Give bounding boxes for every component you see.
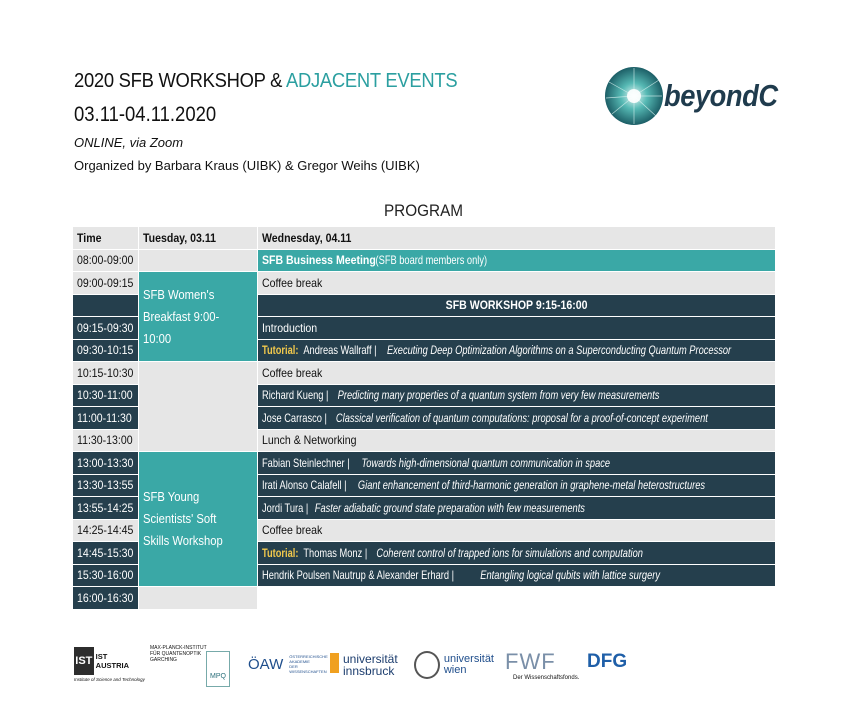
- time-cell: 11:00-11:30: [73, 407, 139, 430]
- header-time: Time: [73, 227, 139, 250]
- ist-mark-icon: IST: [74, 647, 94, 675]
- time-cell: 14:45-15:30: [73, 542, 139, 565]
- tue-empty-cell: [139, 362, 258, 452]
- time-cell: [73, 294, 139, 317]
- event-cell: Coffee break: [258, 362, 776, 385]
- time-cell: 10:15-10:30: [73, 362, 139, 385]
- event-cell: Irati Alonso Calafell |Giant enhancement of third-harmonic generation in graphene-metal heterostructures: [258, 474, 776, 497]
- fwf-logo: FWF Der Wissenschaftsfonds.: [505, 649, 580, 681]
- oaw-logo: ÖAW ÖSTERREICHISCHE AKADEMIE DER WISSENSCHAFTEN: [248, 654, 328, 674]
- table-header-row: [73, 227, 776, 250]
- time-cell: 08:00-09:00: [73, 249, 139, 272]
- event-cell: Tutorial:Thomas Monz |Coherent control of trapped ions for simulations and computation: [258, 542, 776, 565]
- mpq-logo: MAX-PLANCK-INSTITUT FÜR QUANTENOPTIK GARCHING MPQ: [150, 645, 230, 685]
- ist-austria-logo: IST IST AUSTRIA Institute of Science and Technology: [74, 645, 134, 685]
- event-cell: Jordi Tura |Faster adiabatic ground state preparation with few measurements: [258, 497, 776, 520]
- program-title: PROGRAM: [383, 201, 464, 220]
- tue-softskills-cell: SFB Young Scientists' Soft Skills Workshop: [139, 452, 258, 587]
- event-cell: Richard Kueng |Predicting many properties of a quantum system from very few measurements: [258, 384, 776, 407]
- event-venue: ONLINE, via Zoom: [74, 135, 184, 150]
- tue-breakfast-cell: SFB Women's Breakfast 9:00-10:00: [139, 272, 258, 362]
- table-row: [73, 452, 776, 475]
- event-cell: Coffee break: [258, 519, 776, 542]
- univie-logo: universität wien: [414, 645, 494, 685]
- table-row: [73, 587, 776, 610]
- tue-empty-cell: [139, 249, 258, 272]
- event-cell: Coffee break: [258, 272, 776, 295]
- uibk-logo: universität innsbruck: [330, 645, 405, 685]
- event-cell: Introduction: [258, 317, 776, 340]
- time-cell: 13:30-13:55: [73, 474, 139, 497]
- mpq-badge-icon: MPQ: [206, 651, 230, 687]
- univie-seal-icon: [414, 651, 440, 679]
- time-cell: 11:30-13:00: [73, 429, 139, 452]
- event-organizers: Organized by Barbara Kraus (UIBK) & Gregor Weihs (UIBK): [74, 158, 420, 173]
- title-accent: ADJACENT EVENTS: [285, 70, 458, 92]
- table-row: [73, 249, 776, 272]
- event-cell: Lunch & Networking: [258, 429, 776, 452]
- event-cell: SFB Business Meeting(SFB board members only): [258, 249, 776, 272]
- workshop-banner: SFB WORKSHOP 9:15-16:00: [258, 294, 776, 317]
- time-cell: 09:15-09:30: [73, 317, 139, 340]
- event-dates: 03.11-04.11.2020: [74, 103, 217, 126]
- page-title: [74, 70, 457, 93]
- time-cell: 10:30-11:00: [73, 384, 139, 407]
- dfg-logo: DFG: [587, 651, 628, 672]
- beyondc-logo-text: beyondC: [664, 78, 778, 113]
- event-cell: Fabian Steinlechner |Towards high-dimensional quantum communication in space: [258, 452, 776, 475]
- time-cell: 09:00-09:15: [73, 272, 139, 295]
- header-wednesday: Wednesday, 04.11: [258, 227, 776, 250]
- time-cell: 13:55-14:25: [73, 497, 139, 520]
- table-row: [73, 272, 776, 295]
- time-cell: 09:30-10:15: [73, 339, 139, 362]
- event-cell: Tutorial:Andreas Wallraff |Executing Deep Optimization Algorithms on a Superconducting Quantum Processor: [258, 339, 776, 362]
- header-tuesday: Tuesday, 03.11: [139, 227, 258, 250]
- event-cell: Jose Carrasco |Classical verification of quantum computations: proposal for a proof-of-concept experiment: [258, 407, 776, 430]
- time-cell: 16:00-16:30: [73, 587, 139, 610]
- time-cell: 14:25-14:45: [73, 519, 139, 542]
- time-cell: 15:30-16:00: [73, 564, 139, 587]
- program-table: [72, 226, 776, 610]
- title-main: 2020 SFB WORKSHOP &: [74, 70, 286, 92]
- event-cell: [139, 587, 258, 610]
- table-row: [73, 362, 776, 385]
- time-cell: 13:00-13:30: [73, 452, 139, 475]
- uibk-mark-icon: [330, 653, 339, 673]
- event-cell: Hendrik Poulsen Nautrup & Alexander Erhard |Entangling logical qubits with lattice surgery: [258, 564, 776, 587]
